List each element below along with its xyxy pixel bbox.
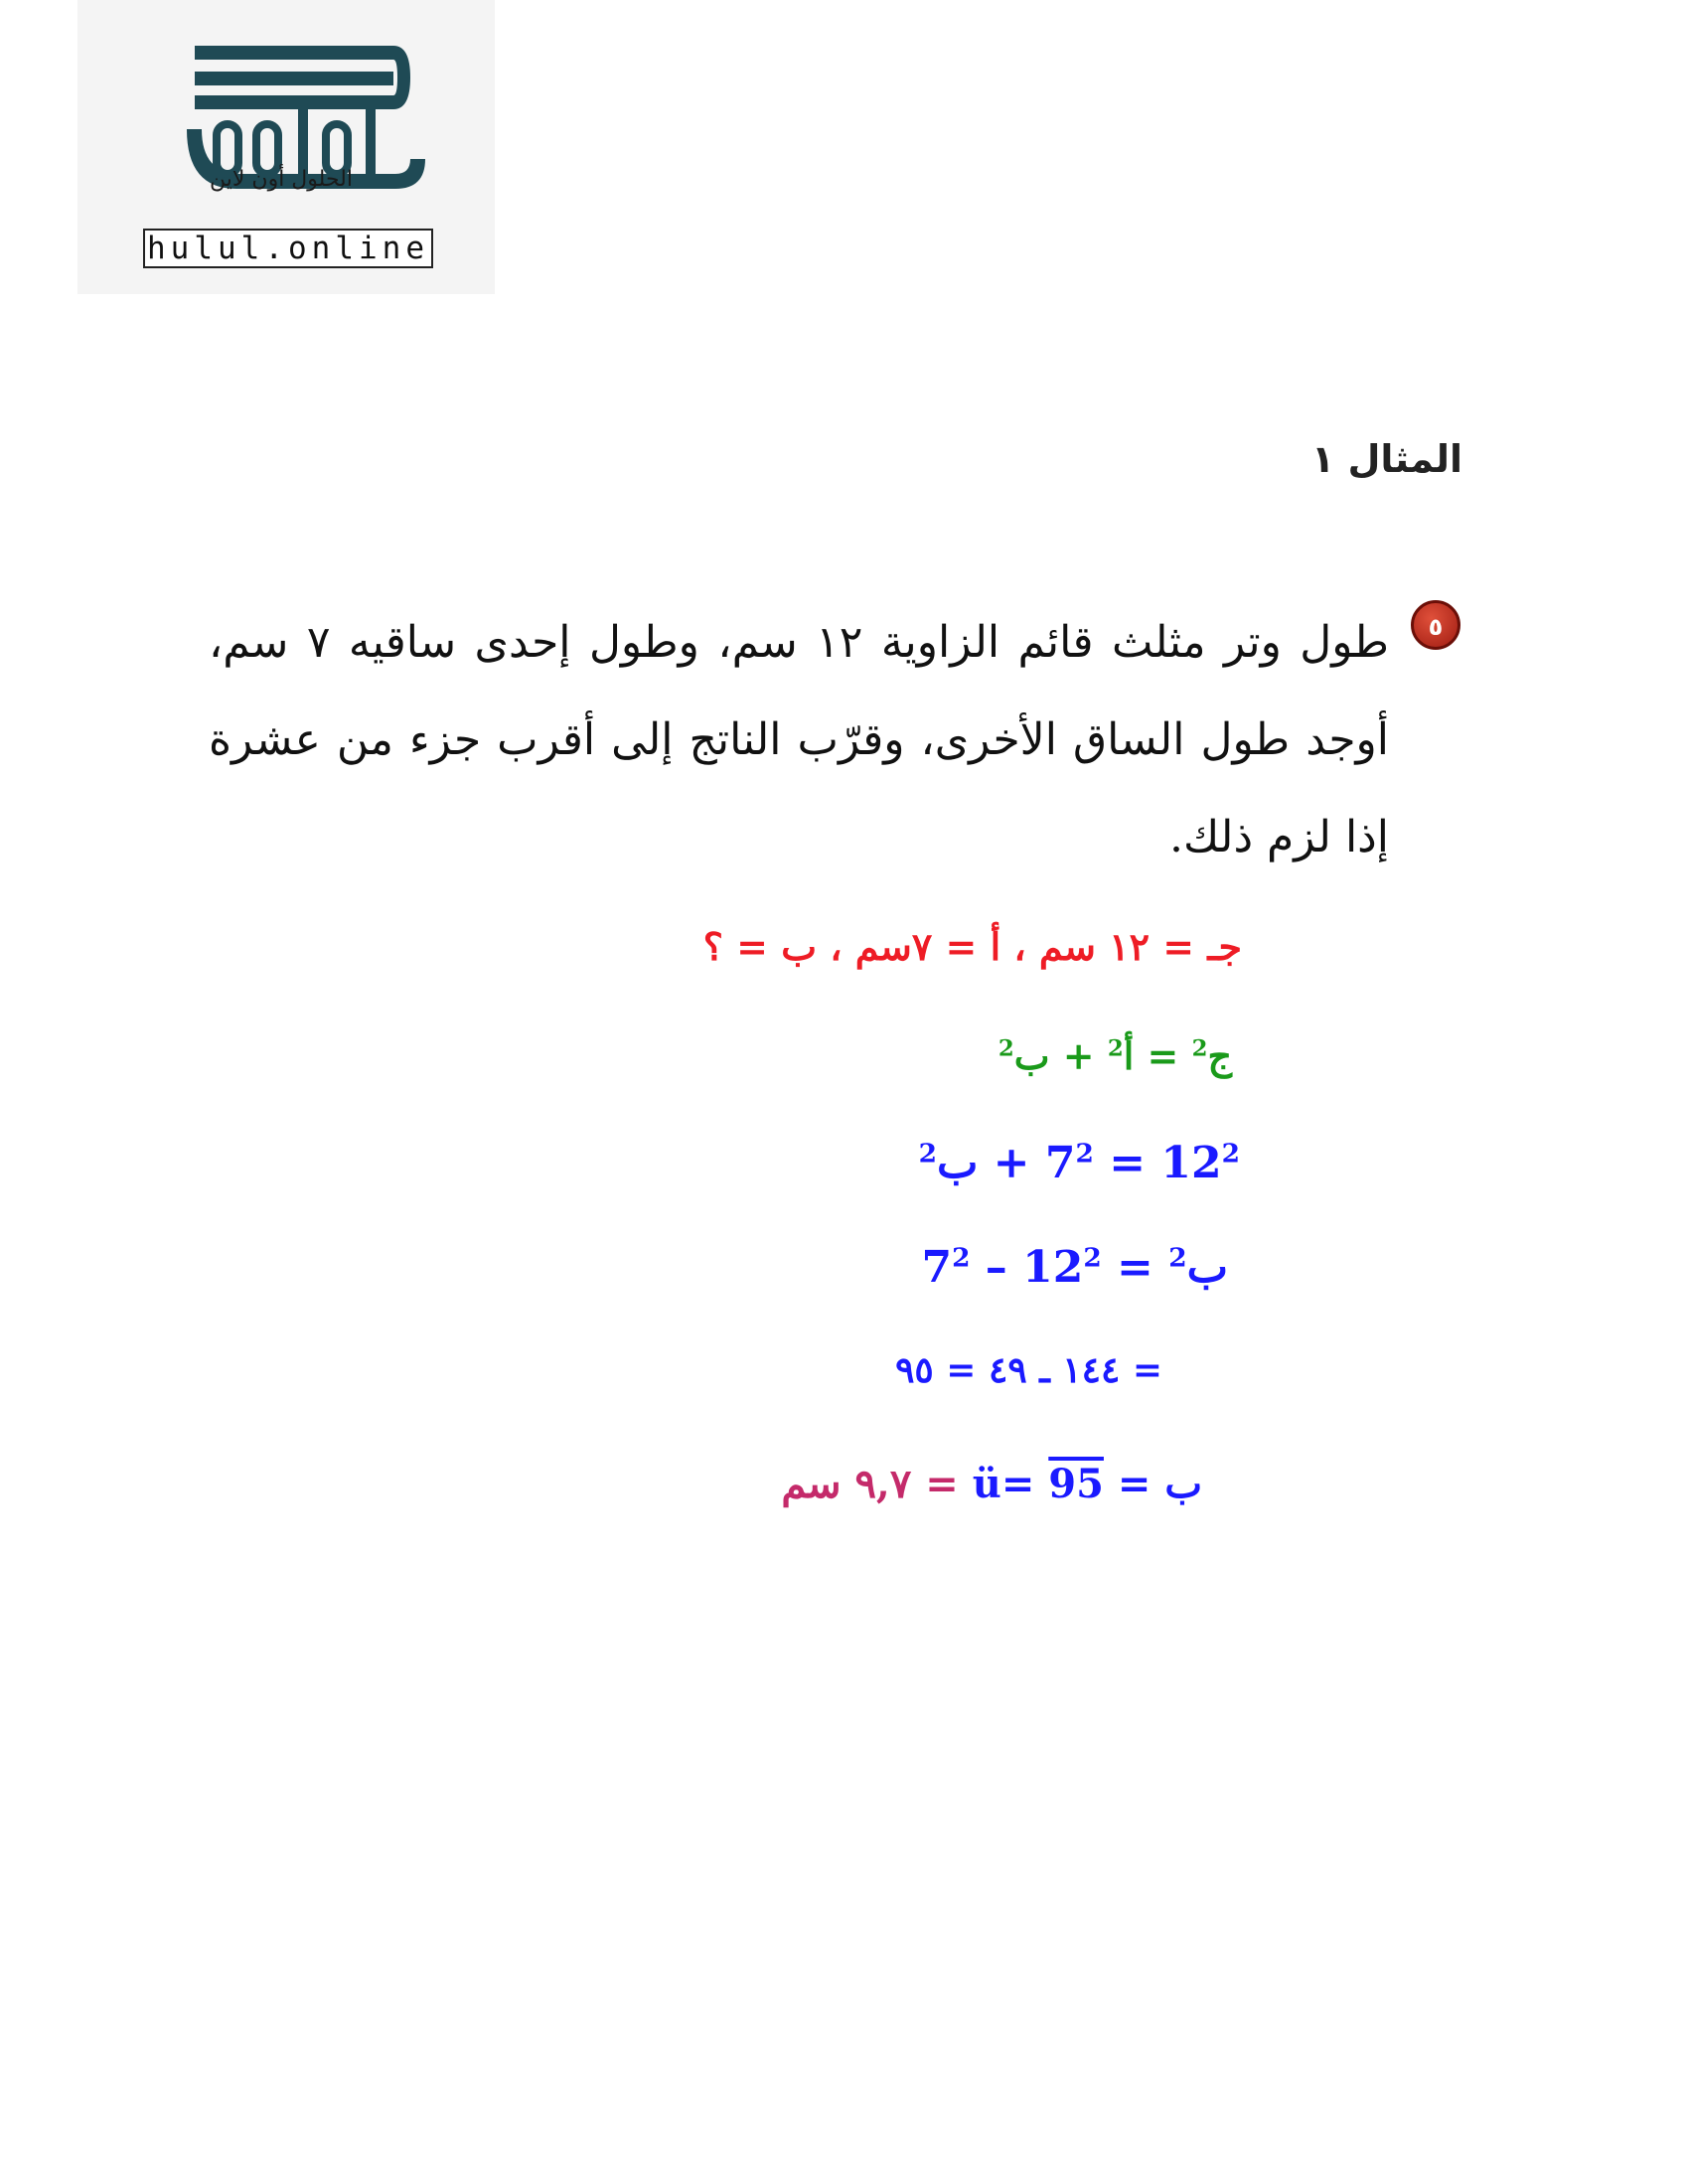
result-radicand: 95 (1048, 1461, 1104, 1507)
step2-c: 12 (1022, 1242, 1084, 1293)
formula-b: ب (1013, 1033, 1050, 1078)
step1-b: ب (936, 1138, 979, 1188)
formula-c: ج (1207, 1033, 1232, 1078)
step2-lhs: ب (1186, 1242, 1228, 1293)
problem-number-badge: ٥ (1411, 600, 1460, 650)
logo-subtitle: الحلول أون لاين (210, 167, 353, 192)
problem-text: طول وتر مثلث قائم الزاوية ١٢ سم، وطول إحدى ساقيه ٧ سم، أوجد طول الساق الأخرى، وقرّب الناتج إلى أقرب جزء من عشرة إذا لزم ذلك. (209, 617, 1389, 862)
step1-lhs: 12 (1160, 1138, 1222, 1188)
rearrange-step: ب$^2$ = $12^2 - 7^2$ (921, 1242, 1228, 1293)
result-step (781, 1461, 1202, 1507)
formula-a: أ (1123, 1033, 1135, 1078)
result-variable: ب = (1117, 1461, 1202, 1507)
arithmetic-step: = ١٤٤ ـ ٤٩ = ٩٥ (895, 1349, 1162, 1391)
result-symbol: ü= (972, 1461, 1035, 1507)
step2-a: 7 (921, 1242, 953, 1293)
logo (77, 0, 495, 294)
pythagorean-formula: ج$^2$ = أ$^2$ + ب$^2$ (998, 1033, 1232, 1078)
substitution-step: $12^2 = 7^2$ + ب$^2$ (918, 1138, 1240, 1188)
logo-url: hulul.online (143, 229, 433, 268)
step1-a: 7 (1044, 1138, 1076, 1188)
given-values: جـ = ١٢ سم ، أ = ٧سم ، ب = ؟ (702, 924, 1242, 969)
example-heading: المثال ١ (1311, 437, 1462, 481)
result-value: = ٩,٧ سم (781, 1461, 959, 1507)
